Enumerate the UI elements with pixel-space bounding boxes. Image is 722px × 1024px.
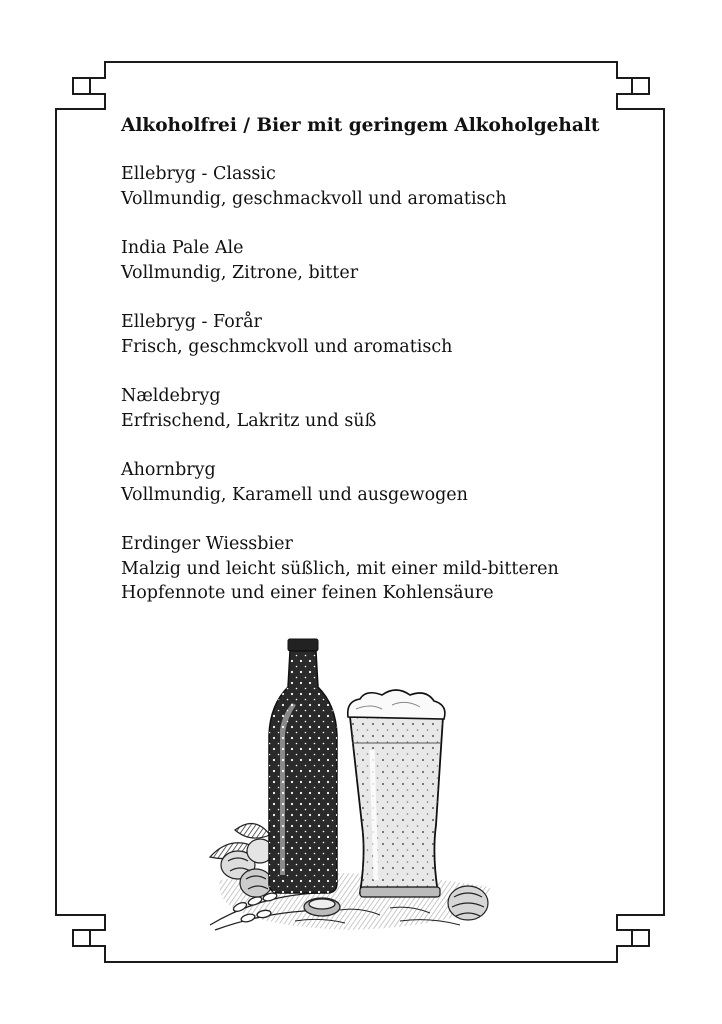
menu-title: Alkoholfrei / Bier mit geringem Alkoholgehalt bbox=[121, 115, 600, 136]
item-name: Nældebryg bbox=[121, 386, 221, 406]
corner-ornament-top-right bbox=[632, 78, 649, 94]
menu-item bbox=[121, 532, 641, 606]
corner-ornament-top-left bbox=[73, 78, 90, 94]
menu-item bbox=[121, 162, 641, 211]
item-name: Ellebryg - Classic bbox=[121, 164, 276, 184]
item-description: Frisch, geschmckvoll und aromatisch bbox=[121, 336, 453, 357]
item-name: Ahornbryg bbox=[121, 460, 216, 480]
item-name: Erdinger Wiessbier bbox=[121, 534, 293, 554]
item-name: Ellebryg - Forår bbox=[121, 312, 262, 332]
item-description: Hopfennote und einer feinen Kohlensäure bbox=[121, 583, 494, 603]
beer-glass bbox=[348, 690, 445, 897]
menu-item bbox=[121, 458, 641, 507]
item-description: Vollmundig, Zitrone, bitter bbox=[121, 262, 359, 283]
beer-bottle bbox=[269, 639, 337, 893]
item-description: Erfrischend, Lakritz und süß bbox=[121, 410, 377, 431]
menu-item bbox=[121, 384, 641, 433]
bottle-cap-icon bbox=[304, 898, 340, 916]
item-name: India Pale Ale bbox=[121, 238, 244, 258]
corner-ornament-bottom-right bbox=[632, 930, 649, 946]
hop-cone-icon bbox=[448, 886, 488, 920]
item-description: Vollmundig, Karamell und ausgewogen bbox=[121, 484, 468, 505]
corner-ornament-bottom-left bbox=[73, 930, 90, 946]
item-description: Vollmundig, geschmackvoll und aromatisch bbox=[121, 188, 507, 209]
menu-content bbox=[121, 114, 641, 631]
menu-item bbox=[121, 310, 641, 359]
beer-illustration bbox=[200, 625, 500, 940]
item-description: Malzig und leicht süßlich, mit einer mild-bitteren bbox=[121, 558, 559, 579]
menu-item bbox=[121, 236, 641, 285]
